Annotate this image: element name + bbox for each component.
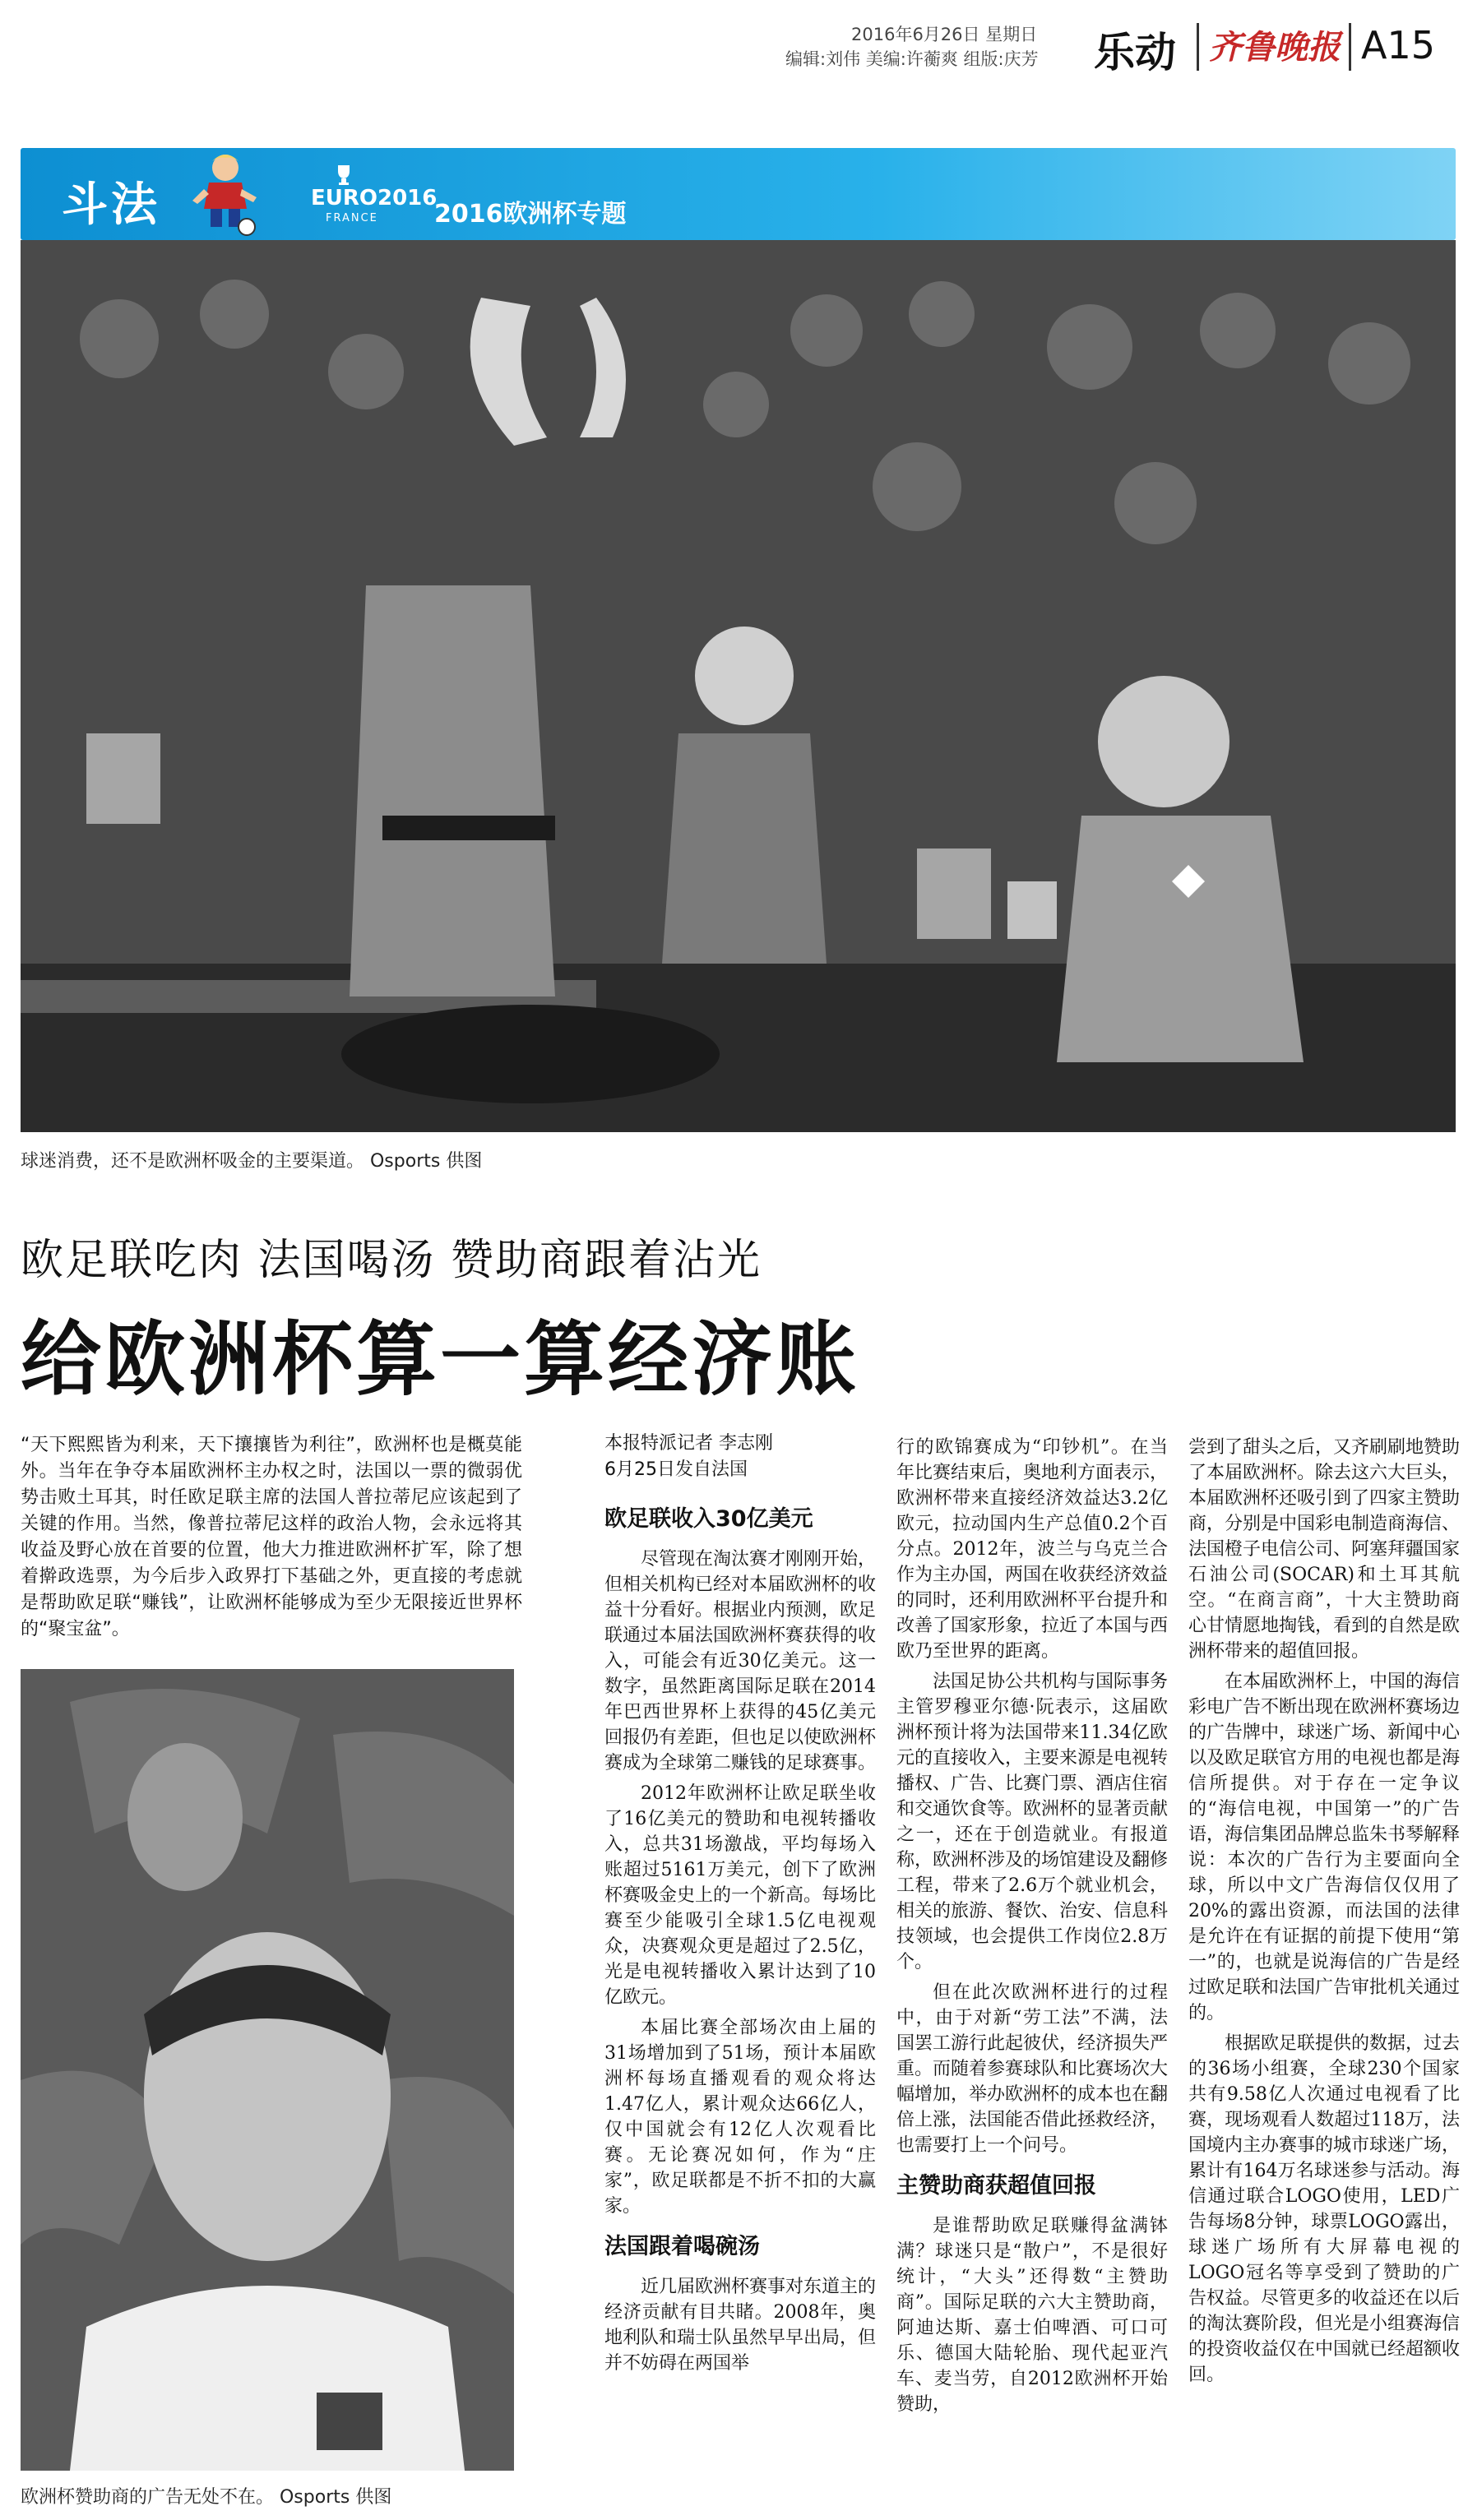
article-paragraph: 尽管现在淘汰赛才刚刚开始，但相关机构已经对本届欧洲杯的收益十分看好。根据业内预测，欧足联通过本届法国欧洲杯赛获得的收入，可能会有近30亿美元。这一数字，虽然距离国际足联在2014年巴西世界杯上获得的45亿美元回报仍有差距，但也足以使欧洲杯赛成为全球第二赚钱的足球赛事。 [604,1549,877,1773]
headline: 给欧洲杯算一算经济账 [21,1313,860,1407]
byline-dateline: 6月25日发自法国 [604,1459,748,1480]
issue-date: 2016年6月26日 星期日 [851,25,1038,44]
byline [604,1431,876,1483]
fans-photo [21,240,1456,1132]
trophy-icon [331,163,356,187]
sponsor-photo-illustration [21,1669,514,2471]
euro-logo-sub: FRANCE [326,212,378,224]
masthead-divider [1197,23,1199,71]
article-column-2 [896,1435,1168,2422]
masthead-divider [1349,23,1351,71]
article-paragraph: 法国足协公共机构与国际事务主管罗穆亚尔德·阮表示，这届欧洲杯预计将为法国带来11.34亿欧元的直接收入，主要来源是电视转播权、广告、比赛门票、酒店住宿和交通饮食等。欧洲杯的显著贡献之一，还在于创造就业。有报道称，欧洲杯涉及的场馆建设及翻修工程，带来了2.6万个就业机会，相关的旅游、餐饮、治安、信息科技领域，也会提供工作岗位2.8万个。 [896,1672,1169,1972]
subhead-sponsors: 主赞助商获超值回报 [896,2173,1096,2199]
lead-paragraph: “天下熙熙皆为利来，天下攘攘皆为利往”，欧洲杯也是概莫能外。当年在争夺本届欧洲杯主办权之时，法国以一票的微弱优势击败土耳其，时任欧足联主席的法国人普拉蒂尼应该起到了关键的作用。当然，像普拉蒂尼这样的政治人物，会永远将其收益及野心放在首要的位置，他大力推进欧洲杯扩军，除了想着擀政选票，为今后步入政界打下基础之外，更直接的考虑就是帮助欧足联“赚钱”，让欧洲杯能够成为至少无限接近世界杯的“聚宝盆”。 [21,1435,523,1639]
article-paragraph: 是谁帮助欧足联赚得盆满钵满？球迷只是“散户”，不是很好统计，“大头”还得数“主赞助商”。国际足联的六大主赞助商，阿迪达斯、嘉士伯啤酒、可口可乐、德国大陆轮胎、现代起亚汽车、麦当劳，自2012欧洲杯开始赞助， [896,2216,1168,2415]
article-paragraph: 行的欧锦赛成为“印钞机”。在当年比赛结束后，奥地利方面表示，欧洲杯带来直接经济效益达3.2亿欧元，拉动国内生产总值0.2个百分点。2012年，波兰与乌克兰合作为主办国，两国在收获经济效益的同时，还利用欧洲杯平台提升和改善了国家形象，拉近了本国与西欧乃至世界的距离。 [896,1437,1169,1662]
subhead-france: 法国跟着喝碗汤 [604,2234,760,2259]
main-photo-caption: 球迷消费，还不是欧洲杯吸金的主要渠道。 Osports 供图 [21,1151,483,1172]
section-name: 乐动 [1094,29,1176,76]
article-paragraph: 在本届欧洲杯上，中国的海信彩电广告不断出现在欧洲杯赛场边的广告牌中，球迷广场、新闻中心以及欧足联官方用的电视也都是海信所提供。对于存在一定争议的“海信电视，中国第一”的广告语，海信集团品牌总监朱书琴解释说：本次的广告行为主要面向全球，所以中文广告海信仅仅用了20%的露出资源，而法国的法律是允许在有证据的前提下使用“第一”的，也就是说海信的广告是经过欧足联和法国广告审批机关通过的。 [1188,1672,1461,2023]
article-paragraph: 本届比赛全部场次由上届的31场增加到了51场，预计本届欧洲杯每场直播观看的观众将达1.47亿人，累计观众达66亿人，仅中国就会有12亿人次观看比赛。无论赛况如何，作为“庄家”，欧足联都是不折不扣的大赢家。 [604,2018,876,2217]
article-column-3 [1188,1435,1460,2393]
sponsor-photo [21,1669,514,2471]
mascot-icon [188,150,263,238]
sponsor-photo-caption: 欧洲杯赞助商的广告无处不在。 Osports 供图 [21,2487,392,2508]
article-paragraph: 但在此次欧洲杯进行的过程中，由于对新“劳工法”不满，法国罢工游行此起彼伏，经济损失严重。而随着参赛球队和比赛场次大幅增加，举办欧洲杯的成本也在翻倍上涨，法国能否借此拯救经济，也需要打上一个问号。 [896,1982,1169,2156]
article-column-1 [604,1431,876,2381]
page-number: A15 [1361,23,1436,67]
article-paragraph: 近几届欧洲杯赛事对东道主的经济贡献有目共睹。2008年，奥地利队和瑞士队虽然早早出局，但并不妨碍在两国举 [604,2277,877,2374]
euro-logo-text: EURO2016 [311,186,438,210]
sub-headline: 欧足联吃肉 法国喝汤 赞助商跟着沾光 [21,1236,762,1285]
article-paragraph: 2012年欧洲杯让欧足联坐收了16亿美元的赞助和电视转播收入，总共31场激战，平均每场入账超过5161万美元，创下了欧洲杯赛吸金史上的一个新高。每场比赛至少能吸引全球1.5亿电视观众，决赛观众更是超过了2.5亿，光是电视转播收入累计达到了10亿欧元。 [604,1783,877,2008]
article-paragraph: 尝到了甜头之后，又齐刷刷地赞助了本届欧洲杯。除去这六大巨头，本届欧洲杯还吸引到了四家主赞助商，分别是中国彩电制造商海信、法国橙子电信公司、阿塞拜疆国家石油公司(SOCAR)和土耳其航空。“在商言商”，十大主赞助商心甘情愿地掏钱，看到的自然是欧洲杯带来的超值回报。 [1188,1437,1461,1662]
byline-reporter: 本报特派记者 李志刚 [604,1433,773,1454]
article-paragraph: 根据欧足联提供的数据，过去的36场小组赛，全球230个国家共有9.58亿人次通过电视看了比赛，现场观看人数超过118万，法国境内主办赛事的城市球迷广场，累计有164万名球迷参与活动。海信通过联合LOGO使用，LED广告每场8分钟，球票LOGO露出，球迷广场所有大屏幕电视的LOGO冠名等享受到了赞助的广告权益。尽管更多的收益还在以后的淘汰赛阶段，但光是小组赛海信的投资收益仅在中国就已经超额收回。 [1188,2033,1461,2385]
fans-photo-illustration [21,240,1456,1132]
subhead-uefa-revenue: 欧足联收入30亿美元 [604,1506,813,1532]
banner-subtitle: 2016欧洲杯专题 [434,200,627,229]
banner-title: 斗法 [62,178,160,232]
editors-line: 编辑:刘伟 美编:许蘅爽 组版:庆芳 [785,49,1039,69]
newspaper-logo: 齐鲁晚报 [1209,28,1341,67]
